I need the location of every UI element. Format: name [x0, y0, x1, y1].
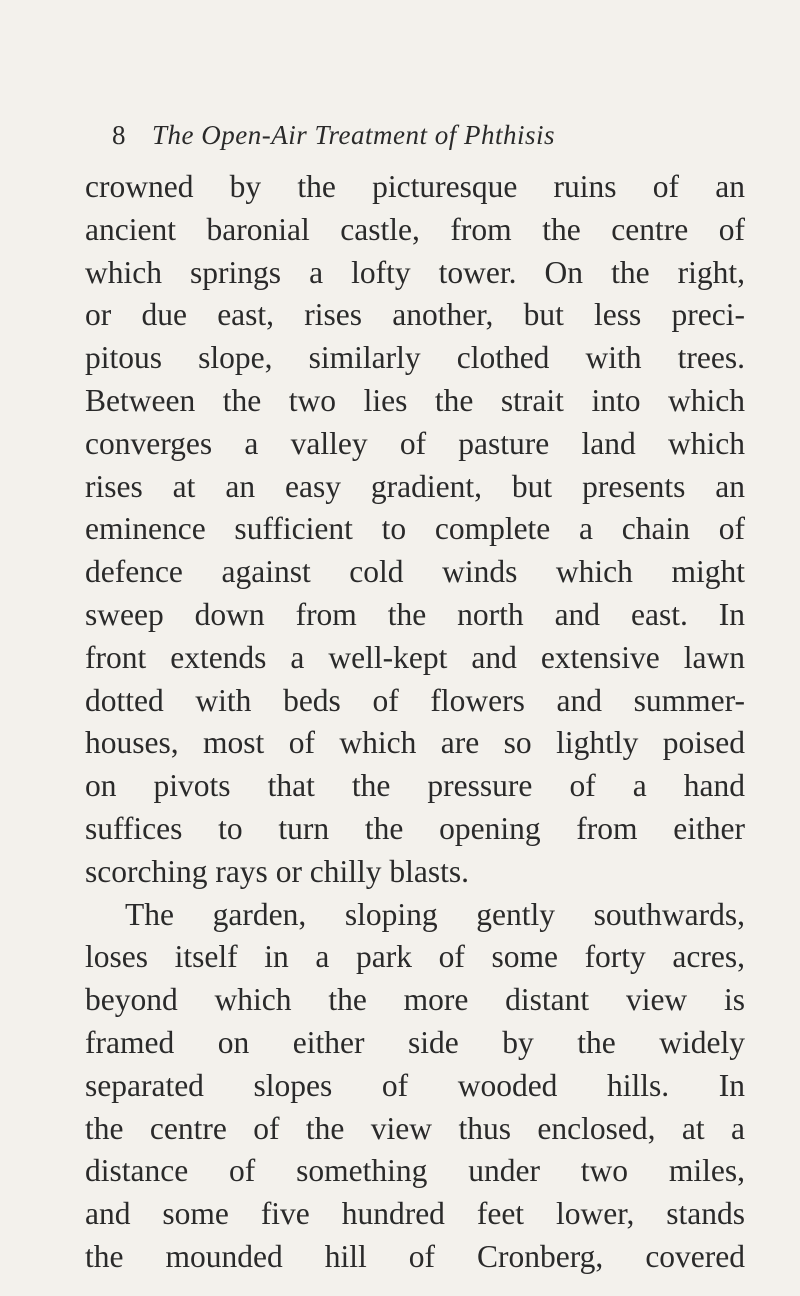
text-line: separated slopes of wooded hills. In	[85, 1067, 745, 1103]
paragraph-end-line: scorching rays or chilly blasts.	[85, 853, 470, 889]
text-line: eminence sufficient to complete a chain of	[85, 511, 745, 547]
text-line: suffices to turn the opening from either	[85, 810, 745, 846]
text-line: on pivots that the pressure of a hand	[85, 768, 745, 804]
paragraph-start-line: The garden, sloping gently southwards,	[125, 896, 745, 932]
text-line: framed on either side by the widely	[85, 1024, 745, 1060]
text-line: rises at an easy gradient, but presents an	[85, 468, 745, 504]
text-line: Between the two lies the strait into which	[85, 382, 745, 418]
text-line: houses, most of which are so lightly poised	[85, 725, 745, 761]
body-text	[85, 166, 745, 1279]
text-line: distance of something under two miles,	[85, 1153, 745, 1189]
text-line: converges a valley of pasture land which	[85, 425, 745, 461]
text-line: loses itself in a park of some forty acres,	[85, 939, 745, 975]
text-line: crowned by the picturesque ruins of an	[85, 169, 745, 204]
page-number: 8	[112, 120, 126, 150]
text-line: pitous slope, similarly clothed with trees.	[85, 340, 745, 376]
running-title: The Open-Air Treatment of Phthisis	[152, 120, 555, 150]
text-line: the mounded hill of Cronberg, covered	[85, 1238, 745, 1274]
text-line: front extends a well-kept and extensive lawn	[85, 639, 745, 675]
text-line: dotted with beds of flowers and summer-	[85, 682, 745, 718]
text-line: the centre of the view thus enclosed, at a	[85, 1110, 745, 1146]
text-line: ancient baronial castle, from the centre of	[85, 211, 745, 247]
text-line: beyond which the more distant view is	[85, 982, 745, 1018]
text-line: and some five hundred feet lower, stands	[85, 1196, 745, 1232]
running-head	[112, 120, 712, 160]
text-line: sweep down from the north and east. In	[85, 596, 745, 632]
text-line: or due east, rises another, but less preci-	[85, 297, 745, 333]
text-line: defence against cold winds which might	[85, 554, 745, 590]
text-line: which springs a lofty tower. On the right,	[85, 254, 745, 290]
